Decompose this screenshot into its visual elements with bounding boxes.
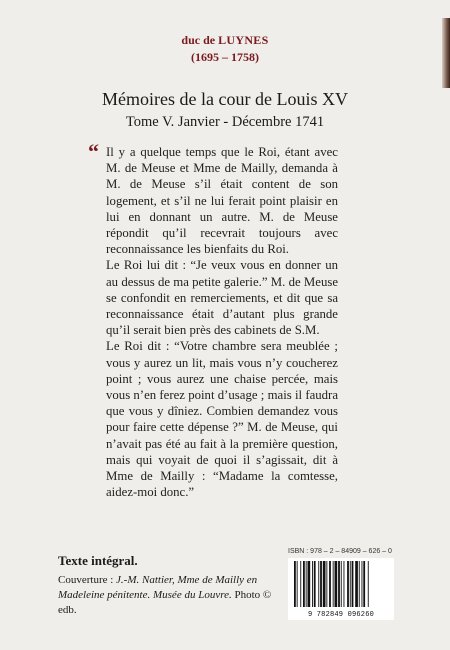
barcode-bar: [355, 561, 358, 607]
author-surname: LUYNES: [218, 33, 269, 47]
barcode-bar: [350, 561, 351, 607]
barcode-bar: [338, 561, 340, 607]
barcode-bar: [306, 561, 307, 607]
author-name: [0, 32, 450, 49]
barcode-bar: [362, 561, 363, 607]
barcode-bar: [344, 561, 345, 607]
excerpt-paragraph-1: “ Il y a quelque temps que le Roi, étant avec M. de Meuse et Mme de Mailly, demanda à M. de Meuse s’il était content de son logement, et s’il ne lui ferait point plaisir en lui en donnant un autre. M. de Meuse répondit qu’il recevrait toujours avec reconnaissance les bienfaits du Roi.: [88, 139, 338, 257]
cover-label: Couverture :: [58, 574, 117, 586]
author-dates: (1695 – 1758): [191, 50, 259, 64]
barcode-bar: [368, 561, 369, 607]
barcode-bar: [303, 561, 305, 607]
full-text-label: Texte intégral.: [58, 553, 138, 568]
barcode-bar: [335, 561, 338, 607]
isbn: ISBN : 978 – 2 – 84909 – 626 – 0: [288, 548, 392, 555]
barcode-bar: [352, 561, 354, 607]
photo-credit: Photo © edb.: [58, 589, 272, 616]
barcode-bar: [341, 561, 342, 607]
book-title: Mémoires de la cour de Louis XV: [102, 89, 348, 109]
barcode-bar: [300, 561, 301, 607]
barcode-bar: [308, 561, 311, 607]
barcode: [288, 558, 394, 620]
barcode-bar: [333, 561, 334, 607]
cover-credit: [58, 573, 278, 618]
barcode-bar: [323, 561, 326, 607]
barcode-bar: [363, 561, 365, 607]
open-quote-mark: “: [88, 139, 99, 164]
barcode-bar: [297, 561, 298, 607]
barcode-bar: [314, 561, 316, 607]
author-prefix: duc de: [181, 33, 219, 47]
barcode-bar: [347, 561, 349, 607]
barcode-bar: [294, 561, 296, 607]
barcode-bar: [320, 561, 322, 607]
cover-artwork: J.-M. Nattier, Mme de Mailly en Madeleine pénitente. Musée du Louvre.: [58, 574, 258, 601]
barcode-digits: 9 782849 096260: [307, 611, 374, 619]
barcode-bars: [288, 558, 394, 610]
excerpt-paragraph-2: Le Roi lui dit : “Je veux vous en donner un au dessus de ma petite galerie.” M. de Meuse se confondit en remerciements, et dit que sa reconnaissance était d’autant plus grande qu’il serait bien près des cabinets de S.M.: [106, 258, 338, 338]
barcode-bar: [318, 561, 319, 607]
book-subtitle: Tome V. Janvier - Décembre 1741: [125, 114, 325, 130]
barcode-bar: [359, 561, 360, 607]
author-block: [0, 32, 450, 66]
excerpt-paragraph-3: Le Roi dit : “Votre chambre sera meublée ; vous y aurez un lit, mais vous n’y coucherez point ; vous aurez une chaise percée, mais vous n’en ferez point d’usage ; mais il faudra que vous y dîniez. Combien demandez vous pour faire cette dépense ?” M. de Meuse, qui n’avait pas été au fait à la première question, mais qui voyait de quoi il s’agissait, dit à Mme de Mailly : “Madame la comtesse, aidez-moi donc.”: [106, 339, 338, 500]
barcode-bar: [329, 561, 331, 607]
barcode-bar: [326, 561, 327, 607]
barcode-bar: [312, 561, 313, 607]
excerpt: [88, 139, 338, 500]
